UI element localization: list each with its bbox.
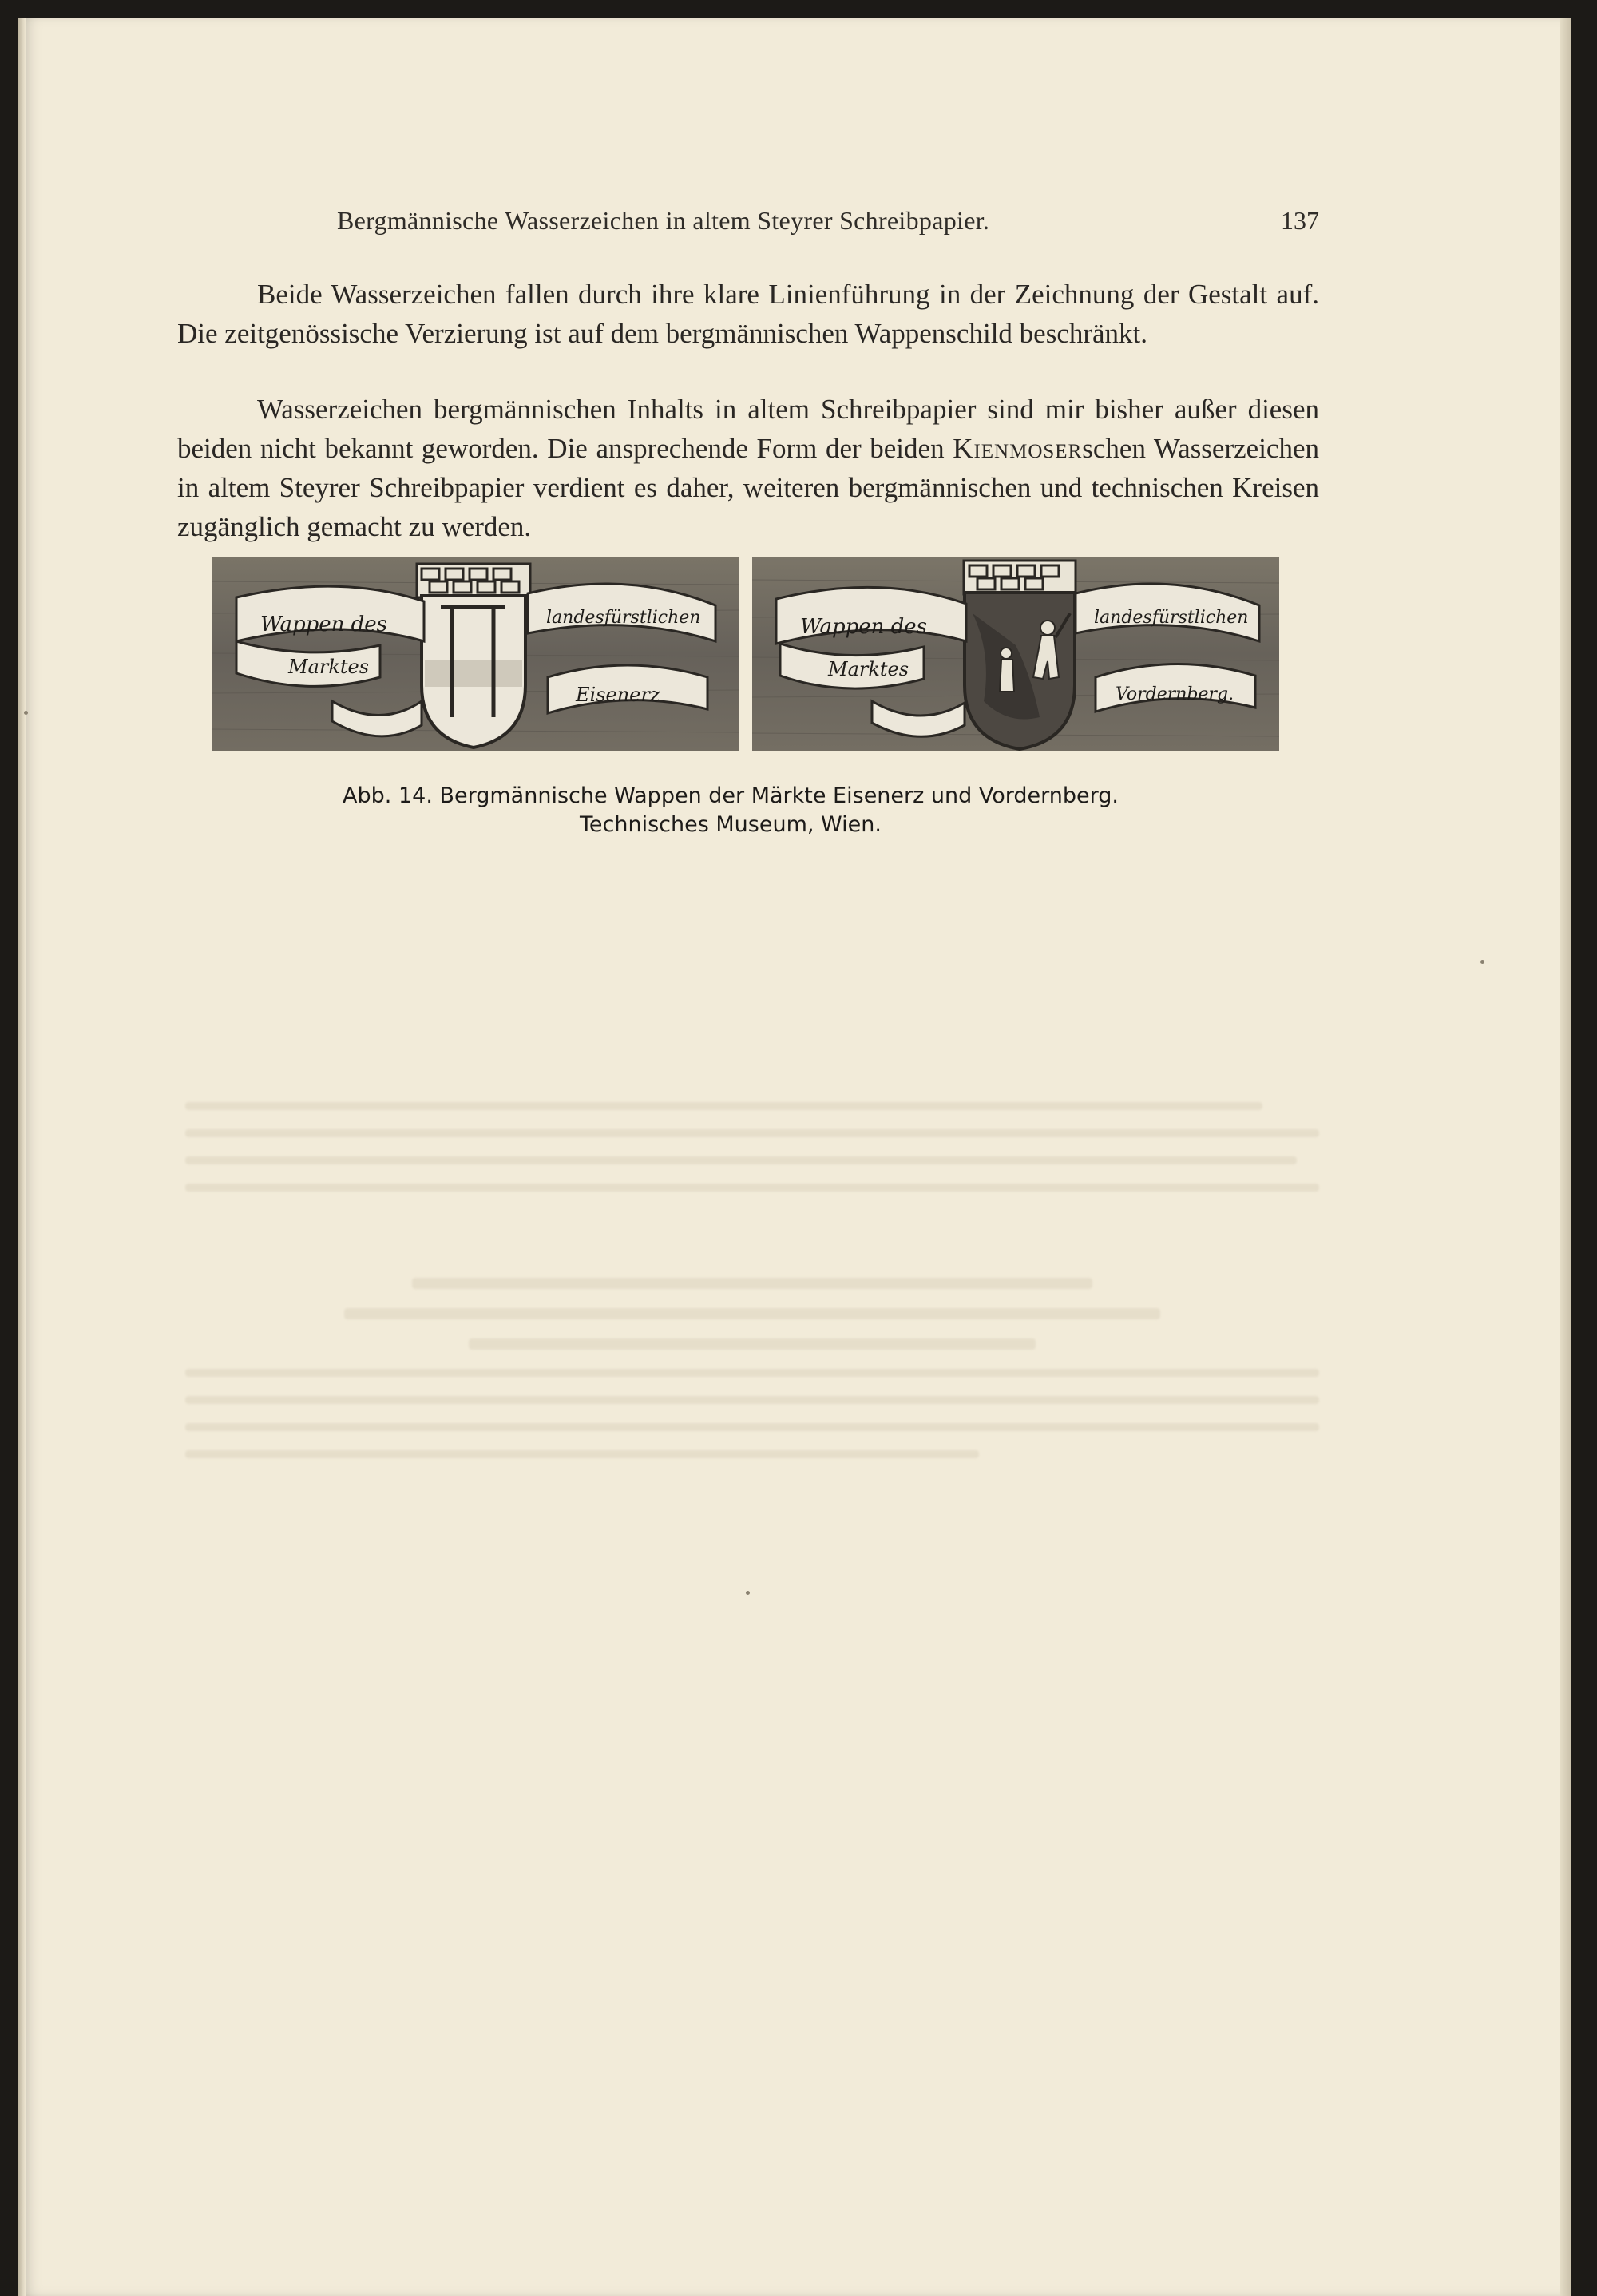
figure-watermarks <box>212 557 1279 751</box>
watermark-photo-eisenerz <box>212 557 739 751</box>
paragraph-2-end: schen Wasserzeichen in altem Steyrer Schreibpapier verdient es daher, weiteren bergmännischen und technischen Kreisen zugänglich gemacht zu werden. <box>177 433 1319 542</box>
running-header: Bergmännische Wasserzeichen in altem Steyrer Schreibpapier. <box>337 206 990 235</box>
page-edge <box>1560 18 1571 2296</box>
page-number: 137 <box>1281 206 1319 235</box>
tower-crown <box>964 561 1076 594</box>
paper-speck <box>24 711 28 715</box>
paper-speck <box>746 1591 750 1595</box>
paper-speck <box>1480 960 1484 964</box>
watermark-photo-vordernberg <box>752 557 1279 751</box>
author-name-kienmoser: Kienmoser <box>953 433 1083 464</box>
paragraph-1-text: Beide Wasserzeichen fallen durch ihre klare Linienführung in der Zeichnung der Gestalt auf. Die zeitgenössische Verzierung ist auf dem bergmännischen Wappenschild beschränkt. <box>177 279 1319 349</box>
paragraph-1 <box>177 275 1319 353</box>
figure-caption-line-1: Abb. 14. Bergmännische Wappen der Märkte Eisenerz und Vordernberg. <box>343 783 1119 808</box>
left-banner-text-bottom: Marktes <box>828 658 909 680</box>
book-page <box>18 18 1571 2296</box>
paragraph-2 <box>177 390 1319 546</box>
page-gutter-shadow <box>18 18 26 2296</box>
right-banner-text-top: landesfürstlichen <box>546 608 701 628</box>
right-banner-text-bottom: Eisenerz <box>576 684 660 706</box>
left-banner-text-bottom: Marktes <box>288 656 370 678</box>
paragraph-2-text <box>177 390 1319 546</box>
right-banner-text-bottom: Vordernberg. <box>1116 684 1234 704</box>
show-through-text-1 <box>185 1088 1319 1287</box>
left-banner-text-top: Wappen des <box>800 615 928 639</box>
paragraph-2-start: Wasserzeichen bergmännischen Inhalts in altem Schreibpapier sind mir bisher außer diesen beiden nicht bekannt geworden. Die ansprechende Form der beiden <box>177 394 1319 464</box>
left-banner-text-top: Wappen des <box>260 613 388 636</box>
figure-caption-line-2: Technisches Museum, Wien. <box>580 812 882 837</box>
right-banner-text-top: landesfürstlichen <box>1094 608 1249 628</box>
show-through-text-2 <box>185 1263 1319 1551</box>
tower-crown <box>417 564 530 597</box>
